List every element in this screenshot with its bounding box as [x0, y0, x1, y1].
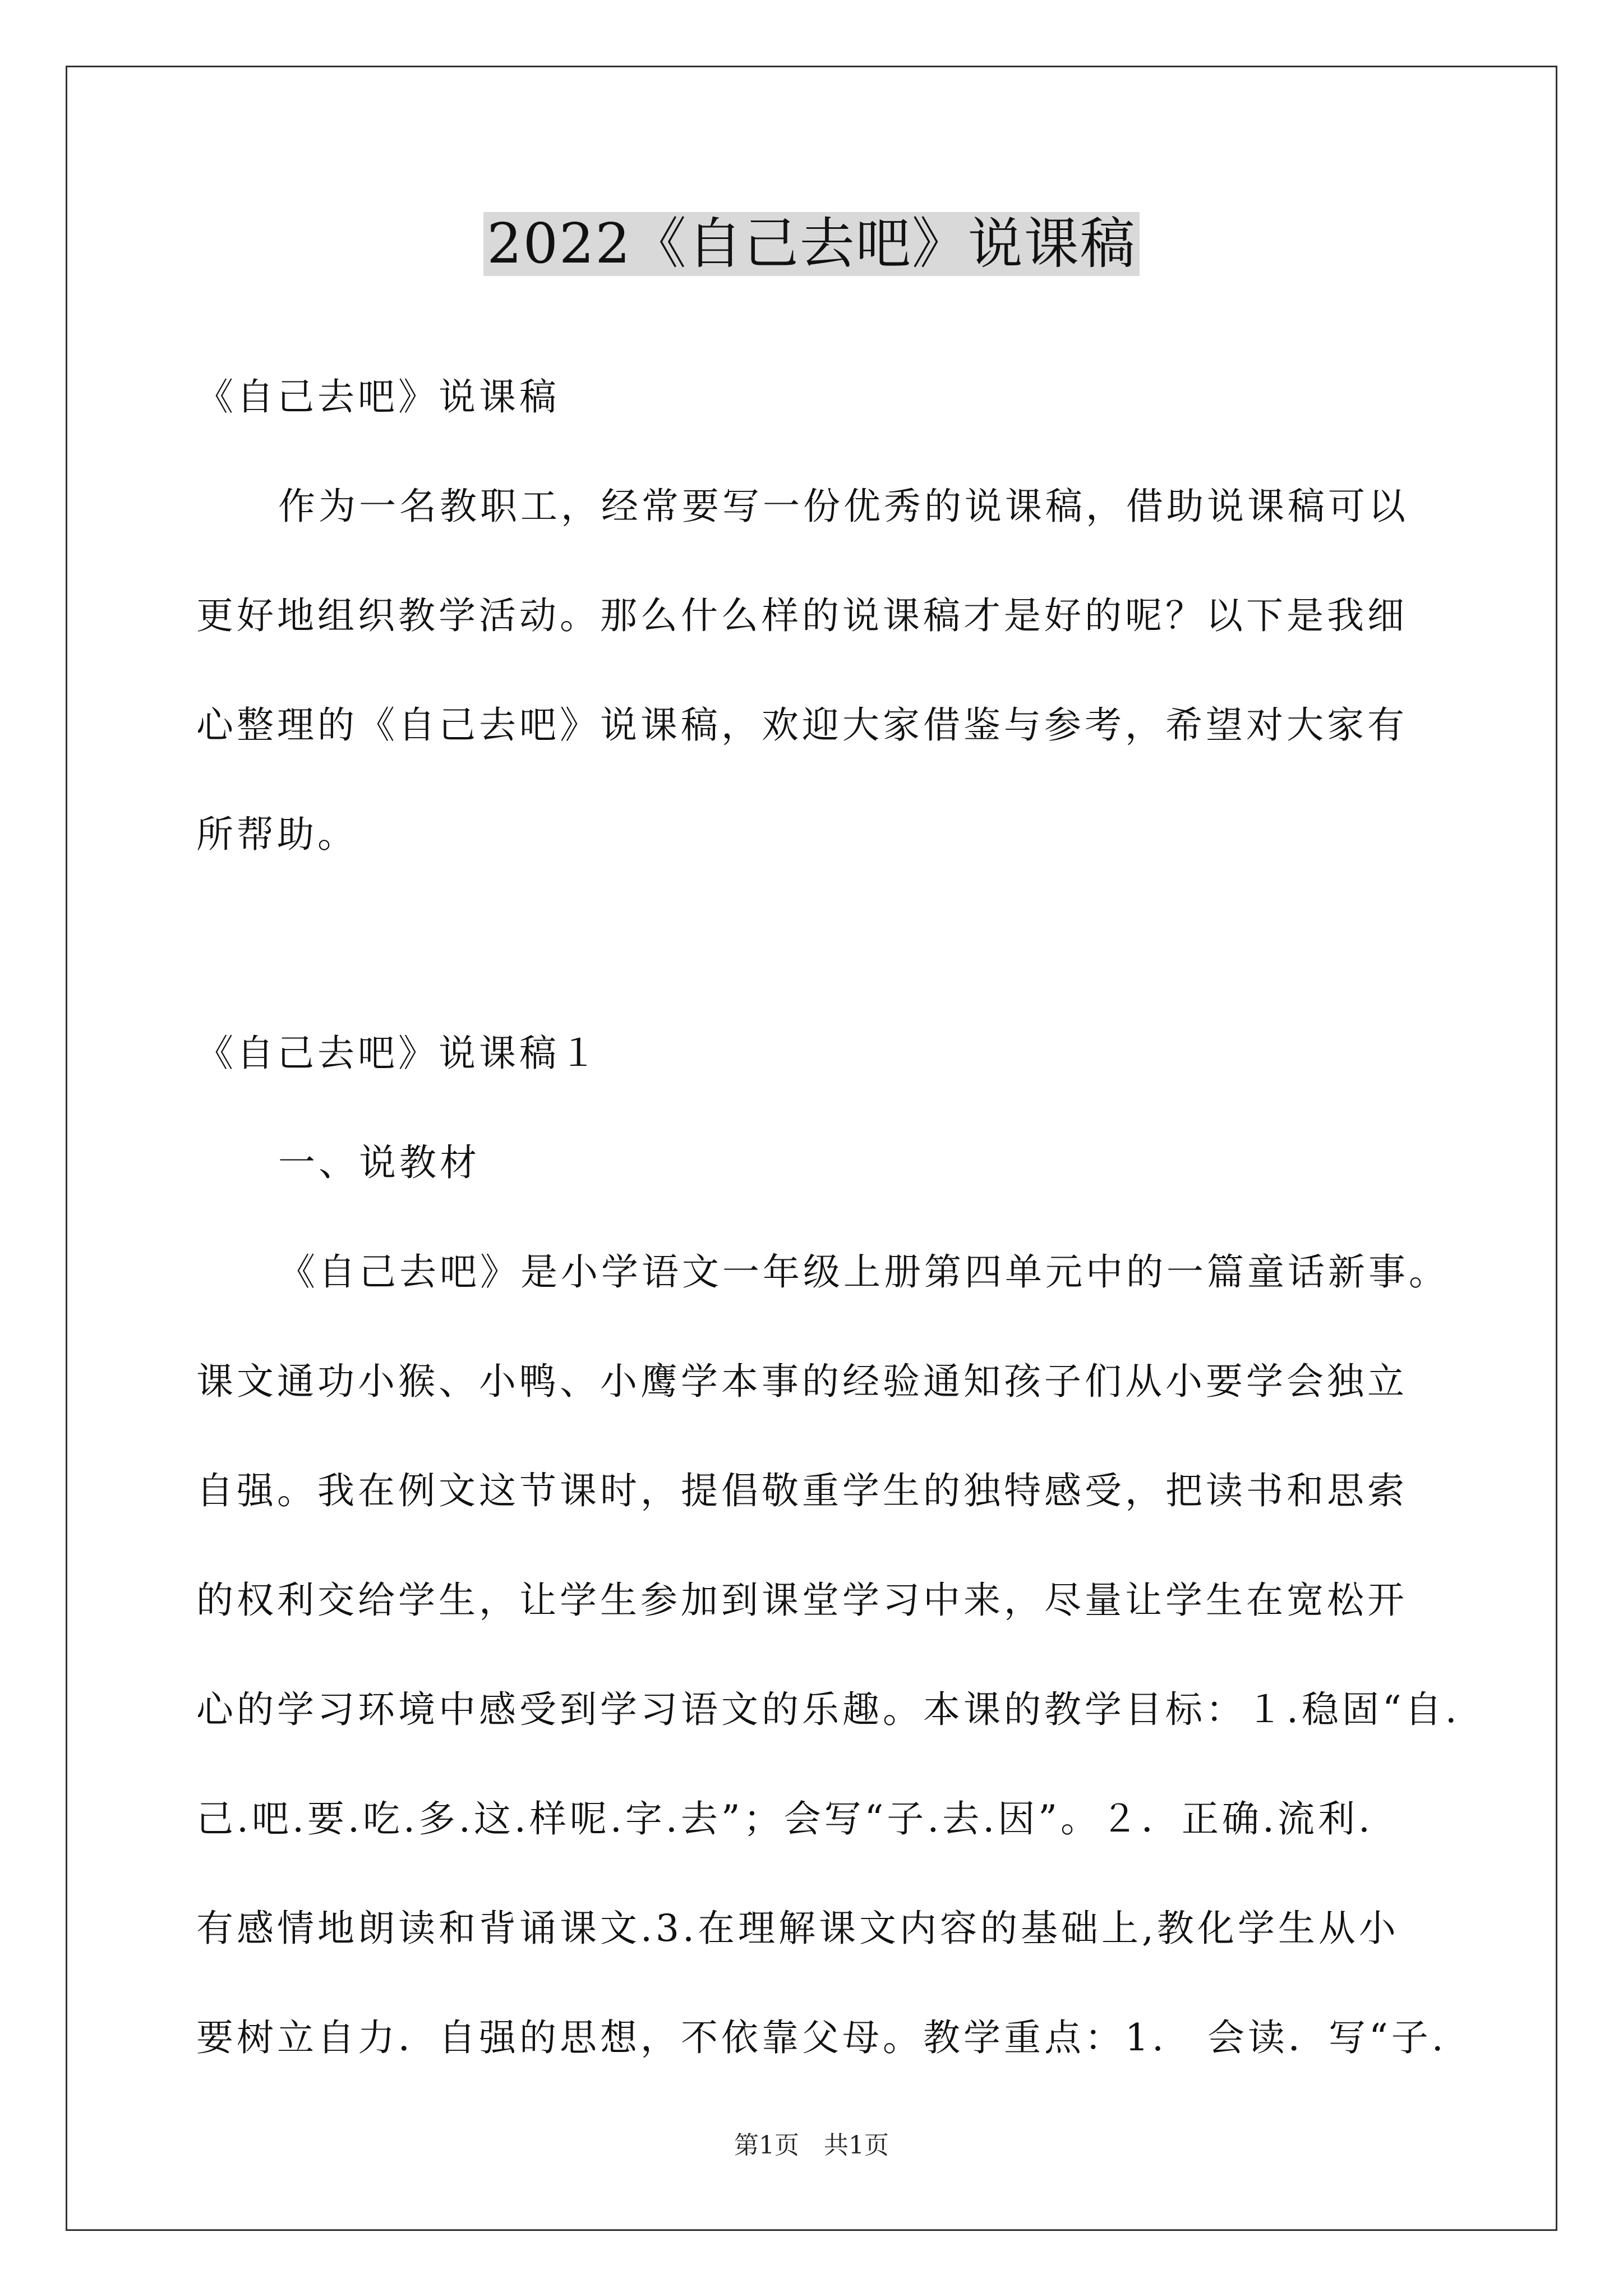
- body-line: 有感情地朗读和背诵课文.3.在理解课文内容的基础上,教化学生从小: [196, 1907, 1399, 1950]
- body-line: 心的学习环境中感受到学习语文的乐趣。本课的教学目标：１.稳固“自.: [196, 1688, 1460, 1731]
- section-title: 《自己去吧》说课稿１: [196, 1032, 600, 1075]
- document-title: [0, 205, 1623, 283]
- page-footer: 第1页 共1页: [734, 2131, 889, 2160]
- subtitle: 《自己去吧》说课稿: [196, 375, 560, 418]
- paragraph-gap: [196, 889, 1469, 999]
- intro-line: 作为一名教职工，经常要写一份优秀的说课稿，借助说课稿可以: [278, 485, 1409, 528]
- body-line: 己.吧.要.吃.多.这.样呢.字.去”；会写“子.去.因”。２．正确.流利.: [196, 1797, 1373, 1841]
- body-line: 自强。我在例文这节课时，提倡敬重学生的独特感受，把读书和思索: [196, 1469, 1408, 1512]
- intro-line: 心整理的《自己去吧》说课稿，欢迎大家借鉴与参考，希望对大家有: [196, 703, 1408, 747]
- body-line: 要树立自力．自强的思想，不依靠父母。教学重点：1. 会读．写“子.: [196, 2016, 1447, 2059]
- document-title-text: 2022《自己去吧》说课稿: [483, 212, 1139, 276]
- body-line: 课文通功小猴、小鸭、小鹰学本事的经验通知孩子们从小要学会独立: [196, 1360, 1408, 1403]
- intro-line: 所帮助。: [196, 813, 358, 856]
- section-heading: 一、说教材: [278, 1141, 480, 1184]
- intro-line: 更好地组织教学活动。那么什么样的说课稿才是好的呢？以下是我细: [196, 594, 1408, 637]
- body-line: 《自己去吧》是小学语文一年级上册第四单元中的一篇童话新事。: [278, 1250, 1449, 1294]
- document-body: [196, 342, 1469, 2092]
- body-line: 的权利交给学生，让学生参加到课堂学习中来，尽量让学生在宽松开: [196, 1579, 1408, 1622]
